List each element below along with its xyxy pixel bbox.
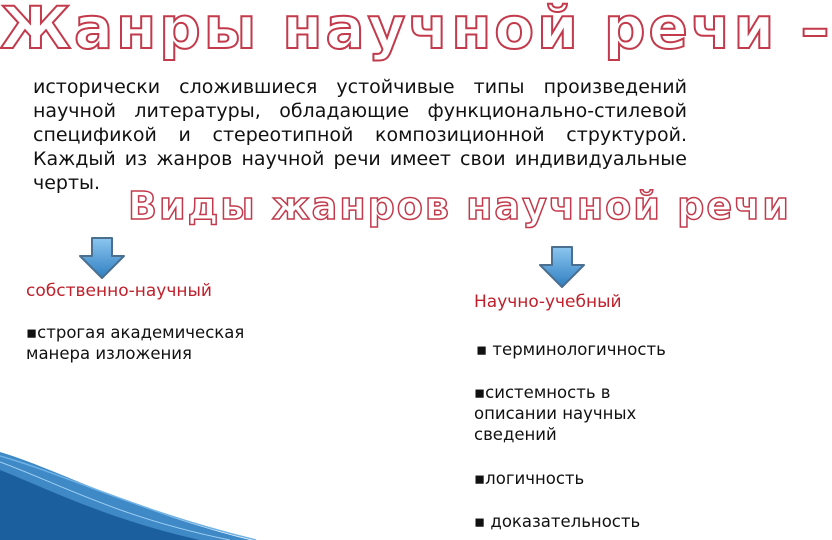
slide-subtitle: Виды жанров научной речи [128, 184, 791, 228]
down-arrow-icon [77, 236, 127, 280]
genre-heading-educational: Научно-учебный [474, 292, 622, 312]
down-arrow-icon [537, 245, 587, 289]
decorative-wave-shape [0, 440, 260, 540]
genre-feature-item: ▪логичность [474, 469, 585, 488]
genre-feature-item: ▪ доказательность [474, 512, 641, 531]
slide-title: Жанры научной речи – [0, 0, 832, 62]
genre-heading-scientific: собственно-научный [26, 281, 212, 301]
genre-feature-item: ▪системность в описании научных сведений [474, 383, 637, 444]
definition-text: исторически сложившиеся устойчивые типы произведений научной литературы, обладающие функционально-стилевой спецификой и стереотипной композиционной структурой. Каждый из жанров научной речи имеет свои индивидуальные черты. [33, 76, 687, 194]
genre-feature-item: ▪строгая академическая манера изложения [26, 323, 245, 363]
genre-feature-item: ▪ терминологичность [476, 340, 666, 359]
